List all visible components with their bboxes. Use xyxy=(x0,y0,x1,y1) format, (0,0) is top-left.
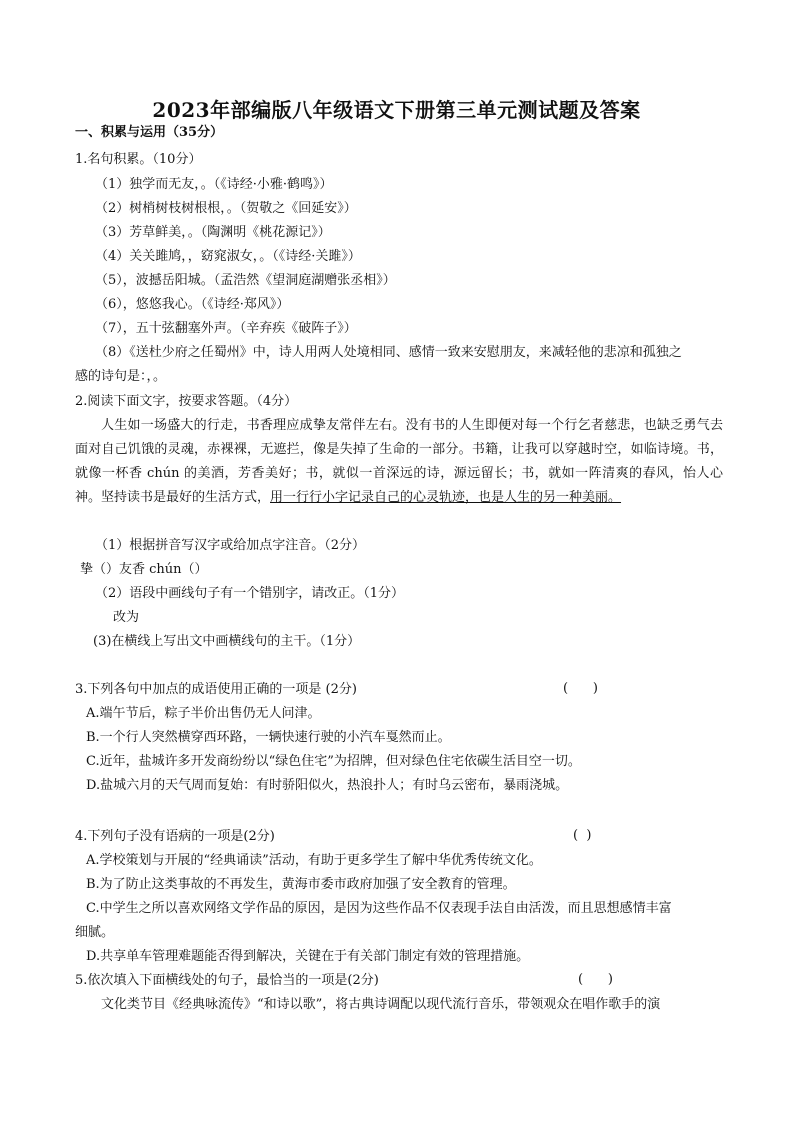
option-d: D.共享单车管理难题能否得到解决，关键在于有关部门制定有效的管理措施。 xyxy=(86,949,530,964)
question-2-sub-3: (3)在横线上写出文中画横线句的主干。（1分） xyxy=(93,634,361,649)
option-a: A.学校策划与开展的“经典诵读”活动，有助于更多学生了解中华优秀传统文化。 xyxy=(86,853,542,868)
option-c-continued: 细腻。 xyxy=(75,925,115,940)
passage-text: 人生如一场盛大的行走，书香理应成挚友常伴左右。没有书的人生即便对每一个行乞者慈悲，也缺乏勇气去面对自己饥饿的灵魂，赤裸裸，无遮拦，像是失掉了生命的一部分。书籍，让我可以穿越时空，如临诗境。书，就像一杯香 chún 的美酒，芳香美好；书，就似一首深远的诗，源远留长；书，就如一阵清爽的春风，怡人心神。坚持读书是最好的生活方式， xyxy=(75,418,723,505)
question-2-sub-2: （2）语段中画线句子有一个错别字，请改正。（1分） xyxy=(95,586,405,601)
answer-bracket[interactable]: ( ) xyxy=(573,828,592,843)
document-title: 2023年部编版八年级语文下册第三单元测试题及答案 xyxy=(152,98,641,122)
question-1-item: （2）树梢树枝树根根，。（贺敬之《回延安》） xyxy=(95,201,357,216)
question-4-stem: 4.下列句子没有语病的一项是(2分) xyxy=(75,829,275,844)
option-a: A.端午节后，粽子半价出售仍无人问津。 xyxy=(86,706,321,721)
answer-bracket[interactable]: ( ) xyxy=(578,972,613,987)
question-1-stem: 1.名句积累。（10分） xyxy=(75,152,202,167)
question-2-sub-2-answer: 改为 xyxy=(113,610,140,625)
question-5-passage: 文化类节目《经典咏流传》“和诗以歌”，将古典诗调配以现代流行音乐，带领观众在唱作歌手的演 xyxy=(101,997,661,1012)
underlined-sentence: 用一行行小字记录自己的心灵轨迹，也是人生的另一种美丽。 xyxy=(270,490,622,505)
question-1-item: （5），波撼岳阳城。（孟浩然《望洞庭湖赠张丞相》） xyxy=(95,273,396,288)
option-c: C.中学生之所以喜欢网络文学作品的原因，是因为这些作品不仅表现手法自由活泼，而且思想感情丰富 xyxy=(86,901,672,916)
question-1-item: （1）独学而无友，。（《诗经·小雅·鹤鸣》） xyxy=(95,177,333,192)
question-5-stem: 5.依次填入下面横线处的句子，最恰当的一项是(2分) xyxy=(75,973,379,988)
question-2-stem: 2.阅读下面文字，按要求答题。（4分） xyxy=(75,394,298,409)
option-b: B.为了防止这类事故的不再发生，黄海市委市政府加强了安全教育的管理。 xyxy=(86,877,516,892)
question-1-item: （4）关关雎鸠，，窈窕淑女，。（《诗经·关雎》） xyxy=(95,249,361,264)
question-2-sub-1: （1）根据拼音写汉字或给加点字注音。（2分） xyxy=(95,538,366,553)
answer-bracket[interactable]: ( ) xyxy=(563,681,598,696)
question-1-item: （7），五十弦翻塞外声。（辛弃疾《破阵子》） xyxy=(95,321,357,336)
option-d: D.盐城六月的天气周而复始：有时骄阳似火，热浪扑人；有时乌云密布，暴雨浇城。 xyxy=(86,778,569,793)
option-c: C.近年，盐城许多开发商纷纷以“绿色住宅”为招牌，但对绿色住宅依碳生活目空一切。 xyxy=(86,754,581,769)
question-1-item: （6），悠悠我心。（《诗经·郑风》） xyxy=(95,297,290,312)
question-1-item-continued: 感的诗句是：，。 xyxy=(75,369,167,384)
option-b: B.一个行人突然横穿西环路，一辆快速行驶的小汽车戛然而止。 xyxy=(86,730,451,745)
section-heading: 一、积累与运用（35分） xyxy=(75,125,224,140)
question-2-sub-1-answer: 挚（）友香 chún（） xyxy=(80,562,208,577)
question-1-item: （3）芳草鲜美，。（陶渊明《桃花源记》） xyxy=(95,225,331,240)
question-3-stem: 3.下列各句中加点的成语使用正确的一项是 (2分) xyxy=(75,682,357,697)
reading-passage xyxy=(75,414,723,510)
question-1-item: （8）《送杜少府之任蜀州》中，诗人用两人处境相同、感情一致来安慰朋友，来减轻他的悲凉和孤独之 xyxy=(95,345,682,360)
